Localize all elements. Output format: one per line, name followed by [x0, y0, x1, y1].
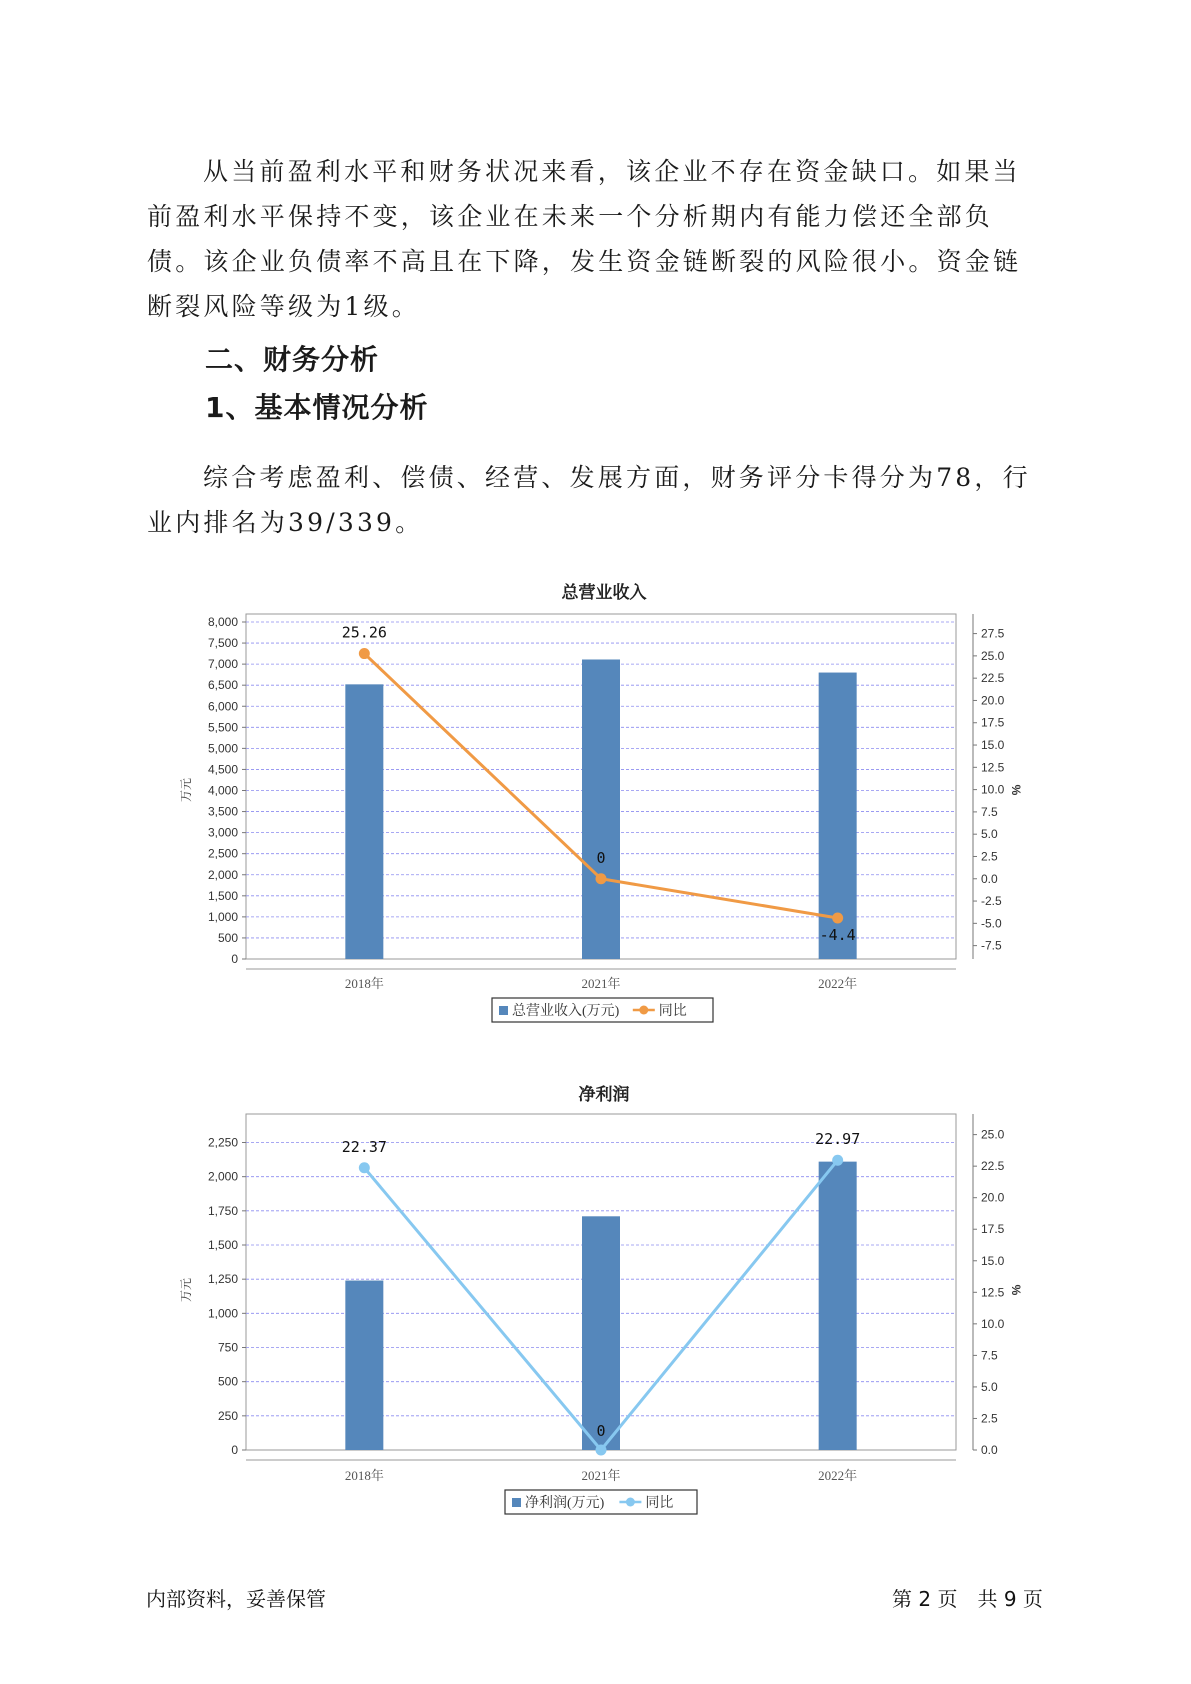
footer-confidential: 内部资料，妥善保管: [146, 1587, 326, 1611]
y-tick-label: 5,000: [207, 741, 238, 756]
x-tick-label: 2021年: [581, 976, 621, 991]
subsection-heading: 1、基本情况分析: [205, 391, 429, 424]
revenue-chart-svg: [0, 570, 1191, 1030]
y2-tick-label: 27.5: [981, 626, 1005, 641]
score-paragraph-text: 综合考虑盈利、偿债、经营、发展方面，财务评分卡得分为78，行业内排名为39/339。: [147, 463, 1031, 537]
bar: [345, 1281, 383, 1450]
risk-paragraph: [147, 149, 1047, 329]
revenue-chart: [0, 570, 1191, 1030]
y2-tick-label: 0.0: [981, 1443, 998, 1457]
y-tick-label: 5,500: [207, 720, 238, 735]
y-tick-label: 6,500: [207, 678, 238, 693]
y2-tick-label: 5.0: [981, 827, 998, 842]
chart-title: 总营业收入: [561, 583, 647, 602]
yoy-point: [359, 648, 370, 659]
y-tick-label: 500: [217, 930, 238, 945]
y-tick-label: 250: [217, 1408, 238, 1423]
y-tick-label: 2,000: [207, 1169, 238, 1184]
bar: [582, 1216, 620, 1450]
y-tick-label: 1,750: [207, 1203, 238, 1218]
bar: [345, 684, 383, 959]
y-tick-label: 0: [231, 952, 238, 966]
score-paragraph: [147, 455, 1047, 545]
y2-tick-label: 12.5: [981, 760, 1005, 775]
y2-tick-label: 0.0: [981, 871, 998, 886]
yoy-point: [832, 912, 843, 923]
y-tick-label: 3,500: [207, 804, 238, 819]
y-tick-label: 1,000: [207, 909, 238, 924]
yoy-data-label: 22.37: [341, 1137, 387, 1156]
footer-page-mid: 页 共: [937, 1587, 998, 1611]
yoy-point: [596, 873, 607, 884]
y2-tick-label: 22.5: [981, 1159, 1005, 1174]
footer-page-suffix: 页: [1022, 1587, 1043, 1611]
y2-tick-label: -2.5: [981, 894, 1002, 909]
y-tick-label: 7,000: [207, 657, 238, 672]
y-tick-label: 2,000: [207, 867, 238, 882]
y2-tick-label: 5.0: [981, 1379, 998, 1394]
x-tick-label: 2022年: [818, 976, 858, 991]
y2-tick-label: -7.5: [981, 938, 1002, 953]
y2-tick-label: 15.0: [981, 1253, 1005, 1268]
footer-page-current: 2: [918, 1587, 932, 1611]
y-tick-label: 750: [217, 1340, 238, 1355]
y-tick-label: 2,500: [207, 846, 238, 861]
y-tick-label: 7,500: [207, 636, 238, 651]
y2-tick-label: 15.0: [981, 738, 1005, 753]
legend-line-label: 同比: [658, 1004, 687, 1019]
y2-tick-label: 25.0: [981, 648, 1005, 663]
section-heading: 二、财务分析: [205, 343, 380, 376]
risk-paragraph-text: 从当前盈利水平和财务状况来看，该企业不存在资金缺口。如果当前盈利水平保持不变，该企业在未来一个分析期内有能力偿还全部负债。该企业负债率不高且在下降，发生资金链断裂的风险很小。资金链断裂风险等级为1级。: [147, 157, 1022, 321]
y-tick-label: 1,500: [207, 888, 238, 903]
y2-tick-label: 7.5: [981, 804, 998, 819]
legend-line-marker: [639, 1006, 648, 1015]
y-axis-label: 万元: [179, 1277, 193, 1303]
y2-tick-label: 17.5: [981, 715, 1005, 730]
y-tick-label: 2,250: [207, 1135, 238, 1150]
y2-axis-label: %: [1009, 1284, 1023, 1296]
y2-tick-label: 12.5: [981, 1285, 1005, 1300]
y2-axis-label: %: [1009, 784, 1023, 796]
yoy-data-label: 0: [596, 1422, 606, 1440]
y2-tick-label: -5.0: [981, 916, 1002, 931]
y-tick-label: 3,000: [207, 825, 238, 840]
yoy-point: [832, 1155, 843, 1166]
y2-tick-label: 10.0: [981, 1316, 1005, 1331]
y2-tick-label: 22.5: [981, 671, 1005, 686]
yoy-point: [359, 1162, 370, 1173]
legend-bar-label: 总营业收入(万元): [512, 1004, 620, 1019]
net-profit-chart-svg: [0, 1072, 1191, 1532]
legend-bar-swatch: [512, 1498, 521, 1507]
x-tick-label: 2018年: [344, 976, 384, 991]
y-tick-label: 1,000: [207, 1306, 238, 1321]
legend-line-marker: [626, 1498, 635, 1507]
bar: [582, 659, 620, 959]
x-tick-label: 2021年: [581, 1468, 621, 1483]
yoy-data-label: 22.97: [815, 1130, 861, 1149]
y-tick-label: 1,500: [207, 1238, 238, 1252]
y2-tick-label: 7.5: [981, 1348, 998, 1363]
legend-bar-label: 净利润(万元): [525, 1496, 605, 1511]
y2-tick-label: 2.5: [981, 1411, 998, 1426]
y2-tick-label: 2.5: [981, 849, 998, 864]
chart-title: 净利润: [578, 1085, 630, 1104]
legend-line-label: 同比: [645, 1496, 674, 1511]
y-tick-label: 8,000: [207, 615, 238, 629]
y2-tick-label: 17.5: [981, 1222, 1005, 1237]
y-tick-label: 1,250: [207, 1272, 238, 1287]
yoy-data-label: -4.4: [819, 925, 856, 944]
x-tick-label: 2022年: [818, 1468, 858, 1483]
y2-tick-label: 20.0: [981, 1190, 1005, 1205]
net-profit-chart: [0, 1072, 1191, 1532]
y-tick-label: 6,000: [207, 699, 238, 714]
y-tick-label: 4,000: [207, 783, 238, 798]
y-axis-label: 万元: [179, 777, 193, 803]
y-tick-label: 500: [217, 1374, 238, 1389]
y-tick-label: 4,500: [207, 762, 238, 777]
y-tick-label: 0: [231, 1443, 238, 1457]
y2-tick-label: 25.0: [981, 1127, 1005, 1142]
yoy-point: [596, 1445, 607, 1456]
yoy-data-label: 0: [596, 848, 606, 867]
legend-bar-swatch: [499, 1006, 508, 1015]
y2-tick-label: 20.0: [981, 693, 1005, 708]
footer-page-total: 9: [1003, 1587, 1017, 1611]
bar: [819, 1162, 857, 1450]
y2-tick-label: 10.0: [981, 782, 1005, 797]
footer-page-number: [892, 1583, 1043, 1612]
x-tick-label: 2018年: [344, 1468, 384, 1483]
footer-page-prefix: 第: [892, 1587, 912, 1611]
yoy-data-label: 25.26: [341, 623, 387, 642]
